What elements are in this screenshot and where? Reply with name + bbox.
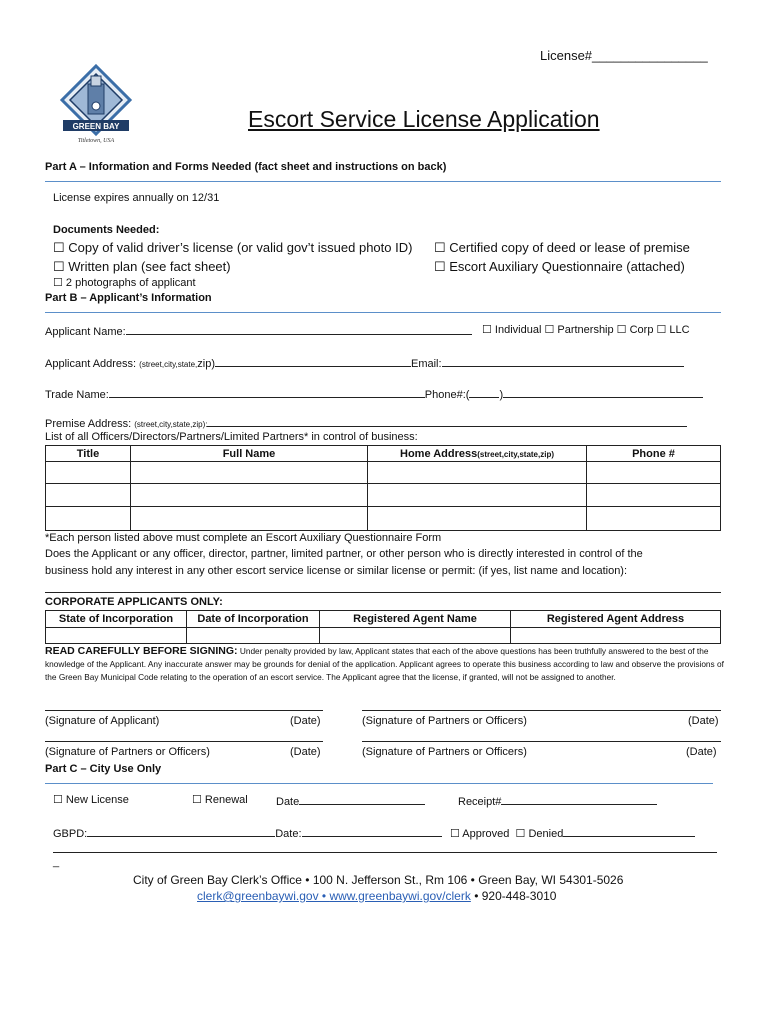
trade-name-row [45, 386, 703, 401]
sig-line-partner-3[interactable] [362, 741, 721, 742]
doc-written-plan[interactable]: ☐ Written plan (see fact sheet) [53, 259, 231, 274]
phone-label: Phone#:( [424, 389, 470, 401]
sig-line-partner-1[interactable] [362, 710, 721, 711]
part-c-heading: Part C – City Use Only [45, 763, 162, 775]
doc-deed-lease[interactable]: ☐ Certified copy of deed or lease of premise [434, 240, 690, 255]
trade-name-input[interactable] [109, 386, 425, 398]
officers-list-label: List of all Officers/Directors/Partners/Limited Partners* in control of business: [45, 431, 418, 443]
table-row[interactable] [46, 628, 721, 644]
phone-input[interactable] [503, 386, 703, 398]
corporate-table [45, 610, 721, 644]
premise-address-input[interactable] [207, 415, 687, 427]
phone-close-paren: ) [499, 389, 504, 401]
applicant-address-hint: (street,city,state, [139, 360, 198, 369]
logo-subtext: Titletown, USA [77, 138, 115, 144]
email-label: Email: [411, 358, 442, 370]
table-row[interactable] [46, 507, 721, 531]
logo-text: GREEN BAY [72, 122, 120, 131]
trade-name-label: Trade Name: [45, 389, 109, 401]
license-expires-note: License expires annually on 12/31 [53, 192, 220, 204]
clerk-website-link[interactable]: www.greenbaywi.gov/clerk [329, 889, 471, 903]
gbpd-label: GBPD: [53, 828, 88, 840]
city-date-label: Date [276, 796, 300, 808]
col-full-name: Full Name [131, 446, 368, 462]
phone-area-input[interactable] [469, 386, 499, 398]
read-carefully-text: Under penalty provided by law, Applicant states that each of the above questions has been truthfully answered to the best of the knowledge of the Applicant. Any inaccurate answer may be grounds for denial of the application. Applicant agrees to operate this business according to law and observe the provisions of the Green Bay Municipal Code relating to the operation of an escort service. The Applicant agree that the license, if granted, will not be assigned to another. [45, 646, 724, 682]
receipt-row [458, 793, 657, 808]
sig-line-applicant[interactable] [45, 710, 323, 711]
interest-answer-line[interactable] [45, 592, 721, 593]
part-a-heading: Part A – Information and Forms Needed (fact sheet and instructions on back) [45, 161, 447, 173]
page-title: Escort Service License Application [248, 106, 600, 132]
sig-partner-1-label: (Signature of Partners or Officers) [362, 715, 527, 727]
sig-applicant-date: (Date) [290, 715, 321, 727]
premise-address-label: Premise Address: [45, 418, 135, 430]
signing-statement [45, 645, 725, 683]
license-number-field[interactable]: License#________________ [540, 48, 708, 63]
footer-address: City of Green Bay Clerk’s Office • 100 N. Jefferson St., Rm 106 • Green Bay, WI 54301-5026 [133, 873, 624, 887]
sig-partner-3-date: (Date) [686, 746, 717, 758]
officers-table [45, 445, 721, 531]
interest-question-line1: Does the Applicant or any officer, director, partner, limited partner, or other person who is directly interested in control of the [45, 548, 643, 560]
applicant-address-input[interactable] [215, 355, 411, 367]
table-row[interactable] [46, 484, 721, 507]
applicant-name-label: Applicant Name: [45, 326, 126, 338]
doc-questionnaire[interactable]: ☐ Escort Auxiliary Questionnaire (attached) [434, 259, 685, 274]
notes-continuation: _ [53, 856, 60, 868]
gbpd-input[interactable] [87, 825, 275, 837]
sig-partner-2-label: (Signature of Partners or Officers) [45, 746, 210, 758]
col-agent-name: Registered Agent Name [320, 611, 511, 628]
receipt-label: Receipt# [458, 796, 502, 808]
email-input[interactable] [442, 355, 684, 367]
applicant-address-row [45, 355, 684, 370]
sig-partner-1-date: (Date) [688, 715, 719, 727]
applicant-address-label: Applicant Address: [45, 358, 140, 370]
col-home-address: Home Address(street,city,state,zip) [368, 446, 587, 462]
interest-question-line2: business hold any interest in any other escort service license or similar license or permit: (if yes, list name and location): [45, 565, 628, 577]
applicant-name-input[interactable] [126, 323, 472, 335]
denied-reason-input[interactable] [563, 825, 695, 837]
gbpd-date-input[interactable] [302, 825, 442, 837]
col-title: Title [46, 446, 131, 462]
applicant-name-row [45, 323, 472, 338]
premise-address-row [45, 415, 687, 430]
doc-photographs[interactable]: ☐ 2 photographs of applicant [53, 277, 196, 289]
sig-applicant-label: (Signature of Applicant) [45, 715, 160, 727]
corporate-heading: CORPORATE APPLICANTS ONLY: [45, 596, 223, 608]
city-date-input[interactable] [299, 793, 425, 805]
green-bay-seal-icon [55, 62, 137, 146]
col-date-incorporation: Date of Incorporation [187, 611, 320, 628]
notes-line[interactable] [53, 852, 717, 853]
clerk-phone: • 920-448-3010 [470, 889, 557, 903]
documents-heading: Documents Needed: [53, 224, 160, 236]
sig-partner-3-label: (Signature of Partners or Officers) [362, 746, 527, 758]
part-b-heading: Part B – Applicant’s Information [45, 292, 212, 304]
denied-checkbox[interactable]: ☐ Denied [515, 828, 564, 840]
read-carefully-heading: READ CAREFULLY BEFORE SIGNING: [45, 645, 238, 657]
gbpd-row [53, 825, 442, 840]
city-logo [55, 62, 137, 146]
renewal-checkbox[interactable]: ☐ Renewal [192, 794, 248, 806]
applicant-address-zip: zip) [197, 358, 215, 370]
receipt-input[interactable] [501, 793, 657, 805]
approved-checkbox[interactable]: ☐ Approved [450, 828, 510, 840]
entity-type-checkboxes[interactable]: ☐ Individual ☐ Partnership ☐ Corp ☐ LLC [482, 324, 690, 336]
new-license-checkbox[interactable]: ☐ New License [53, 794, 129, 806]
clerk-email-link[interactable]: clerk@greenbaywi.gov • [197, 889, 330, 903]
city-date-row [276, 793, 425, 808]
sig-partner-2-date: (Date) [290, 746, 321, 758]
col-state-incorporation: State of Incorporation [46, 611, 187, 628]
col-phone: Phone # [587, 446, 721, 462]
gbpd-date-label: Date: [275, 828, 302, 840]
col-agent-address: Registered Agent Address [511, 611, 721, 628]
officers-footnote: *Each person listed above must complete an Escort Auxiliary Questionnaire Form [45, 532, 442, 544]
sig-line-partner-2[interactable] [45, 741, 323, 742]
premise-address-hint: (street,city,state,zip): [134, 420, 208, 429]
footer-contact [197, 889, 556, 903]
decision-row [450, 825, 695, 840]
doc-drivers-license[interactable]: ☐ Copy of valid driver’s license (or valid gov’t issued photo ID) [53, 240, 413, 255]
table-row[interactable] [46, 462, 721, 484]
